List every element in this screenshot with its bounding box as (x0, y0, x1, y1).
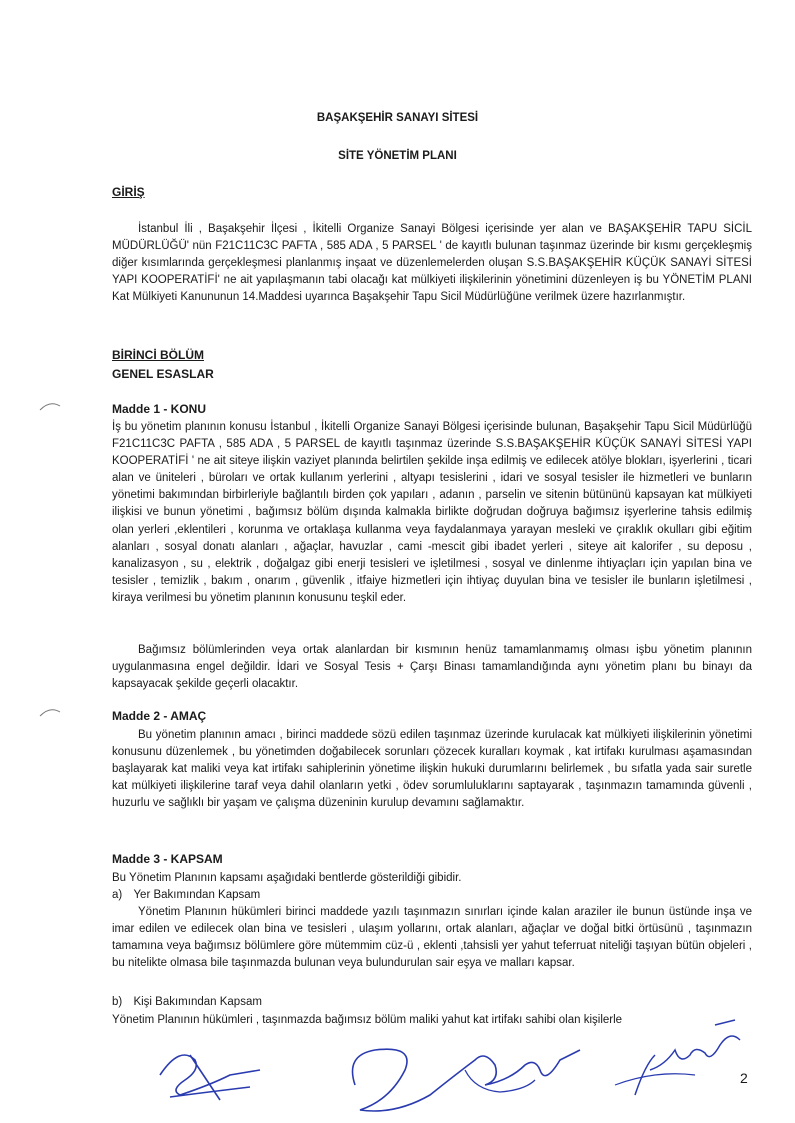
madde-1-paragraph-2: Bağımsız bölümlerinden veya ortak alanlardan bir kısmının henüz tamamlanmamış olması işbu yönetim planının uygulanmasına engel değildir. İdari ve Sosyal Tesis + Çarşı Binası tamamlandığında aynı yönetim planı bu binayı da kapsayacak şekilde geçerli olacaktır. (112, 644, 752, 691)
madde-3-item-a (112, 887, 260, 904)
madde-3-item-a-text: Yönetim Planının hükümleri birinci maddede yazılı taşınmazın sınırları içinde kalan araziler ile bunun üstünde inşa ve imar edilen ve edilecek olan bina ve tesisleri , ulaşım yollarını, ortak alanları, ağaçlar ve doğal bitki örtüsünü , taşınmazın tamamına veya bağımsız bölümlere göre mütemmim cüz-ü , eklenti ,tahsisli yer yahut teferruat niteliği taşıyan bütün objeleri , bu nitelikte olmasa bile taşınmazda bulunan veya bulundurulan sair eşya ve malları kapsar. (112, 906, 752, 970)
madde-2-paragraph: Bu yönetim planının amacı , birinci maddede sözü edilen taşınmaz üzerinde kurulacak kat mülkiyeti ilişkilerinin yönetimi konusunu düzenlemek , bu yönetimden doğabilecek sorunları çözecek kuralları koymak , kat irtifakı kurulması aşamasından başlayarak kat maliki veya kat irtifakı sahiplerinin yönetime ilişkin hukuki durumlarını belirlemek , bu sıfatla yada sair suretle kat mülkiyeti ilişkilerine taraf veya dahil olanların yetki , ödev sorumluluklarını saptayarak , taşınmazın tamamında güvenli , huzurlu ve sağlıklı bir yaşam ve çalışma düzeninin kurulup devamını sağlamaktır. (112, 729, 752, 810)
document-subtitle: SİTE YÖNETİM PLANI (338, 150, 457, 162)
madde-1-paragraph-1: İş bu yönetim planının konusu İstanbul , İkitelli Organize Sanayi Bölgesi içerisinde bulunan, Başakşehir Tapu Sicil Müdürlüğü F21C11C3C PAFTA , 585 ADA , 5 PARSEL de kayıtlı taşınmaz üzerinde S.S.BAŞAKŞEHİR KÜÇÜK SANAYİ SİTESİ YAPI KOOPERATİFİ ' ne ait siteye ilişkin vaziyet planında belirtilen şekilde inşa edilmiş ve edilecek atölye blokları, işyerlerini , ticari alan ve üniteleri , büroları ve ortak kullanım yerlerini , altyapı tesislerini , idari ve sosyal tesisler ile hizmetleri ve bunların yönetimi bakımından birbirleriyle bağlantılı birden çok yapıları , adanın , parselin ve sitenin bütününü kapsayan kat mülkiyeti ilişkisi ve bunun yönetimi , bağımsız bölüm dışında kalmakla birlikte doğrudan doğruya bağımsız işyerlerine tahsis edilmiş olan yerleri ,eklentileri , korunma ve ortaklaşa kullanma veya faydalanmaya yarayan mesleki ve çıraklık okulları gibi eğitim alanları , sosyal donatı alanları , ağaçlar, havuzlar , cami -mescit gibi ibadet yerleri , siteye ait kalorifer , su deposu , kanalizasyon , su , elektrik , doğalgaz gibi enerji tesisleri ve işletilmesi , sosyal ve dinlenme ihtiyaçları için yapılan bina ve tesisler , temizlik , bakım , onarım , güvenlik , itfaiye hizmetleri için ihtiyaç duyulan bina ve tesisler ile bunların işletilmesi , kiraya verilmesi bu yönetim planının konusunu teşkil eder. (112, 421, 752, 604)
madde-1-heading: Madde 1 - KONU (112, 402, 207, 416)
document-title: BAŞAKŞEHİR SANAYI SİTESİ (316, 112, 479, 124)
madde-2-heading: Madde 2 - AMAÇ (112, 709, 207, 723)
item-b-label: b) (112, 996, 123, 1008)
madde-3-item-b (112, 994, 262, 1011)
item-a-label: a) (112, 889, 123, 901)
signature-1-icon (140, 1025, 270, 1105)
madde-3-heading: Madde 3 - KAPSAM (112, 852, 223, 866)
item-b-title: Kişi Bakımından Kapsam (133, 996, 262, 1008)
item-a-title: Yer Bakımından Kapsam (133, 889, 261, 901)
intro-heading: GİRİŞ (112, 185, 145, 199)
page-number: 2 (740, 1070, 748, 1086)
signature-3-icon (595, 1015, 755, 1105)
madde-3-intro: Bu Yönetim Planının kapsamı aşağıdaki bentlerde gösterildiği gibidir. (112, 872, 462, 884)
madde-3-item-b-text: Yönetim Planının hükümleri , taşınmazda bağımsız bölüm maliki yahut kat irtifakı sahibi olan kişilerle (112, 1014, 623, 1026)
section-subtitle: GENEL ESASLAR (112, 367, 214, 381)
scan-mark-icon (38, 706, 62, 720)
intro-paragraph: İstanbul İli , Başakşehir İlçesi , İkitelli Organize Sanayi Bölgesi içerisinde yer alan ve BAŞAKŞEHİR TAPU SİCİL MÜDÜRLÜĞÜ' nün F21C11C3C PAFTA , 585 ADA , 5 PARSEL ' de kayıtlı bulunan taşınmaz üzerinde bir kısmı gerçekleşmiş diğer kısımlarında gerçekleşmesi planlanmış inşaat ve düzenlemelerden oluşan S.S.BAŞAKŞEHİR KÜÇÜK SANAYİ SİTESİ YAPI KOOPERATİFİ' ne ait yapılaşmanın tabi olacağı kat mülkiyeti ilişkilerinin yönetimini düzenleyen iş bu YÖNETİM PLANI Kat Mülkiyeti Kanununun 14.Maddesi uyarınca Başakşehir Tapu Sicil Müdürlüğüne verilmek üzere hazırlanmıştır. (112, 223, 752, 304)
scan-mark-icon (38, 400, 62, 414)
signature-2-icon (335, 1030, 585, 1120)
section-title: BİRİNCİ BÖLÜM (112, 348, 204, 362)
